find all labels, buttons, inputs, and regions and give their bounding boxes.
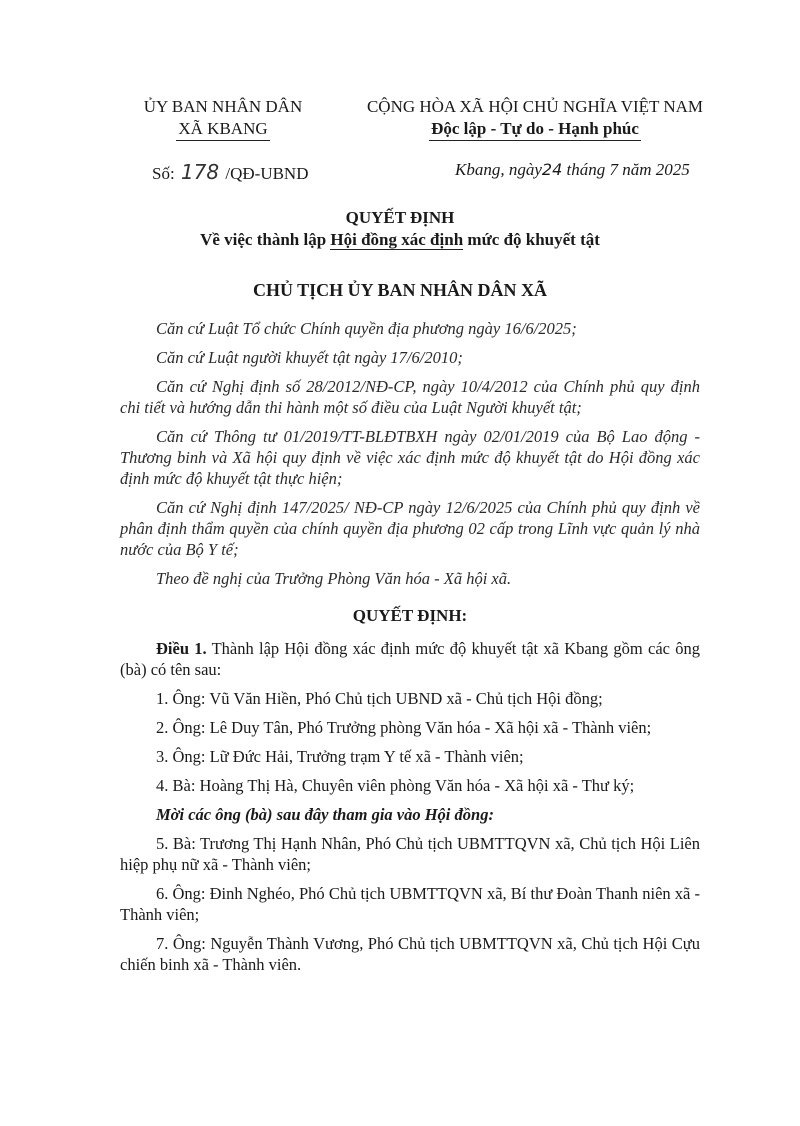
proposal-basis: Theo đề nghị của Trưởng Phòng Văn hóa - Xã hội xã. [156, 569, 512, 588]
invited-member-item: 5. Bà: Trương Thị Hạnh Nhân, Phó Chủ tịch UBMTTQVN xã, Chủ tịch Hội Liên hiệp phụ nữ xã - Thành viên; [120, 834, 700, 874]
member-item: 1. Ông: Vũ Văn Hiền, Phó Chủ tịch UBND xã - Chủ tịch Hội đồng; [156, 689, 603, 708]
legal-basis-2: Căn cứ Luật người khuyết tật ngày 17/6/2010; [156, 348, 463, 367]
member-item: 4. Bà: Hoàng Thị Hà, Chuyên viên phòng Văn hóa - Xã hội xã - Thư ký; [156, 776, 635, 795]
date-suffix: tháng 7 năm 2025 [566, 160, 690, 179]
decision-heading: QUYẾT ĐỊNH: [352, 606, 468, 625]
issuing-authority: CHỦ TỊCH ỦY BAN NHÂN DÂN XÃ [252, 280, 547, 300]
issuing-agency [118, 96, 328, 141]
article-1-label: Điều 1. [156, 639, 207, 658]
legal-basis-4: Căn cứ Thông tư 01/2019/TT-BLĐTBXH ngày 02/01/2019 của Bộ Lao động - Thương binh và Xã hội quy định về việc xác định mức độ khuyết tật do Hội đồng xác định mức độ khuyết tật thực hiện; [120, 427, 700, 488]
subject-underlined: Hội đồng xác định [330, 230, 464, 249]
legal-basis-5: Căn cứ Nghị định 147/2025/ NĐ-CP ngày 12/6/2025 của Chính phủ quy định về phân định thẩm quyền của chính quyền địa phương 02 cấp trong Lĩnh vực quản lý nhà nước của Bộ Y tế; [120, 498, 700, 559]
subject-post: mức độ khuyết tật [463, 230, 600, 249]
legal-basis-1: Căn cứ Luật Tổ chức Chính quyền địa phương ngày 16/6/2025; [156, 319, 577, 338]
doc-number-handwritten: 178 [180, 160, 220, 184]
article-1-text: Thành lập Hội đồng xác định mức độ khuyết tật xã Kbang gồm các ông (bà) có tên sau: [120, 639, 700, 679]
doc-number-suffix: /QĐ-UBND [225, 164, 309, 183]
national-motto [355, 96, 715, 141]
date-day-handwritten: 24 [541, 160, 563, 179]
agency-line-2: XÃ KBANG [176, 118, 269, 141]
document-number [152, 160, 308, 184]
member-item: 2. Ông: Lê Duy Tân, Phó Trưởng phòng Văn hóa - Xã hội xã - Thành viên; [156, 718, 652, 737]
document-body [120, 318, 700, 983]
article-1 [120, 638, 700, 680]
nation-name: CỘNG HÒA XÃ HỘI CHỦ NGHĨA VIỆT NAM [366, 97, 704, 116]
subject-pre: Về việc thành lập [200, 230, 331, 249]
agency-line-1: ỦY BAN NHÂN DÂN [143, 97, 303, 116]
motto: Độc lập - Tự do - Hạnh phúc [429, 118, 641, 141]
date-prefix: Kbang, ngày [455, 160, 542, 179]
member-item: 3. Ông: Lữ Đức Hải, Trưởng trạm Y tế xã - Thành viên; [156, 747, 524, 766]
doc-number-prefix: Số: [152, 164, 175, 183]
invited-member-item: 7. Ông: Nguyễn Thành Vương, Phó Chủ tịch UBMTTQVN xã, Chủ tịch Hội Cựu chiến binh xã - Thành viên. [120, 934, 700, 974]
legal-basis-3: Căn cứ Nghị định số 28/2012/NĐ-CP, ngày 10/4/2012 của Chính phủ quy định chi tiết và hướng dẫn thi hành một số điều của Luật Người khuyết tật; [120, 377, 700, 417]
document-type-title: QUYẾT ĐỊNH [345, 208, 455, 227]
document-subject [0, 230, 800, 250]
invited-heading: Mời các ông (bà) sau đây tham gia vào Hội đồng: [156, 805, 494, 824]
invited-member-item: 6. Ông: Đinh Nghéo, Phó Chủ tịch UBMTTQVN xã, Bí thư Đoàn Thanh niên xã - Thành viên; [120, 884, 700, 924]
issue-date [455, 160, 690, 180]
